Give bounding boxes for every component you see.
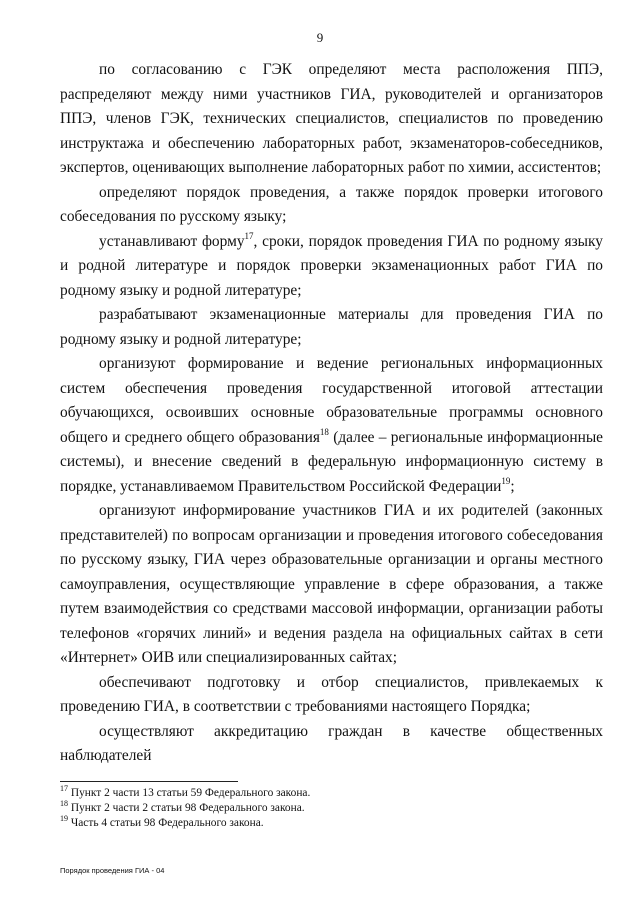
footnote [60, 801, 580, 816]
footnote-text: Пункт 2 части 2 статьи 98 Федерального закона. [68, 802, 305, 814]
footnote-ref[interactable]: 19 [501, 475, 511, 486]
footnote [60, 816, 580, 831]
paragraph: определяют порядок проведения, а также порядок проверки итогового собеседования по русскому языку; [60, 183, 603, 225]
footnote [60, 786, 580, 801]
body-text [60, 58, 603, 769]
page-number: 9 [316, 30, 324, 45]
footnote-ref[interactable]: 17 [244, 230, 254, 241]
footnote-text: Пункт 2 части 13 статьи 59 Федерального закона. [68, 787, 311, 799]
paragraph [60, 352, 603, 499]
paragraph: организуют информирование участников ГИА и их родителей (законных представителей) по вопросам организации и проведения итогового собеседования по русскому языку, ГИА через образовательные организации и органы местного самоуправления, осуществляющие управление в сфере образования, а также путем взаимодействия со средствами массовой информации, организации работы телефонов «горячих линий» и ведения раздела на официальных сайтах в сети «Интернет» ОИВ или специализированных сайтах; [60, 502, 603, 666]
footnotes [60, 786, 580, 831]
paragraph [60, 230, 603, 304]
footnote-text: Часть 4 статьи 98 Федерального закона. [68, 817, 264, 829]
paragraph-text: ; [510, 477, 515, 495]
paragraph-text: устанавливают форму [99, 232, 245, 250]
paragraph: обеспечивают подготовку и отбор специалистов, привлекаемых к проведению ГИА, в соответствии с требованиями настоящего Порядка; [60, 673, 603, 715]
paragraph-text: организуют формирование и ведение региональных информационных систем обеспечения проведения государственной итоговой аттестации обучающихся, освоивших основные образовательные программы основного общего и среднего общего образования [60, 355, 603, 446]
paragraph-text: , сроки, порядок проведения ГИА по родному языку и родной литературе и порядок проверки экзаменационных работ ГИА по родному языку и родной литературе; [60, 232, 603, 299]
paragraph: разрабатывают экзаменационные материалы для проведения ГИА по родному языку и родной литературе; [60, 306, 603, 348]
footnote-number: 17 [60, 784, 68, 793]
document-footer: Порядок проведения ГИА - 04 [60, 866, 165, 875]
footnote-ref[interactable]: 18 [319, 426, 329, 437]
footnote-number: 18 [60, 799, 68, 808]
paragraph-text: (далее – региональные информационные системы), и внесение сведений в федеральную информационную систему в порядке, устанавливаемом Правительством Российской Федерации [60, 428, 603, 495]
footnote-number: 19 [60, 814, 68, 823]
footnote-divider [60, 781, 238, 782]
paragraph: по согласованию с ГЭК определяют места расположения ППЭ, распределяют между ними участников ГИА, руководителей и организаторов ППЭ, членов ГЭК, технических специалистов, специалистов по проведению инструктажа и обеспечению лабораторных работ, экзаменаторов-собеседников, экспертов, оценивающих выполнение лабораторных работ по химии, ассистентов; [60, 61, 603, 176]
paragraph: осуществляют аккредитацию граждан в качестве общественных наблюдателей [60, 722, 603, 764]
